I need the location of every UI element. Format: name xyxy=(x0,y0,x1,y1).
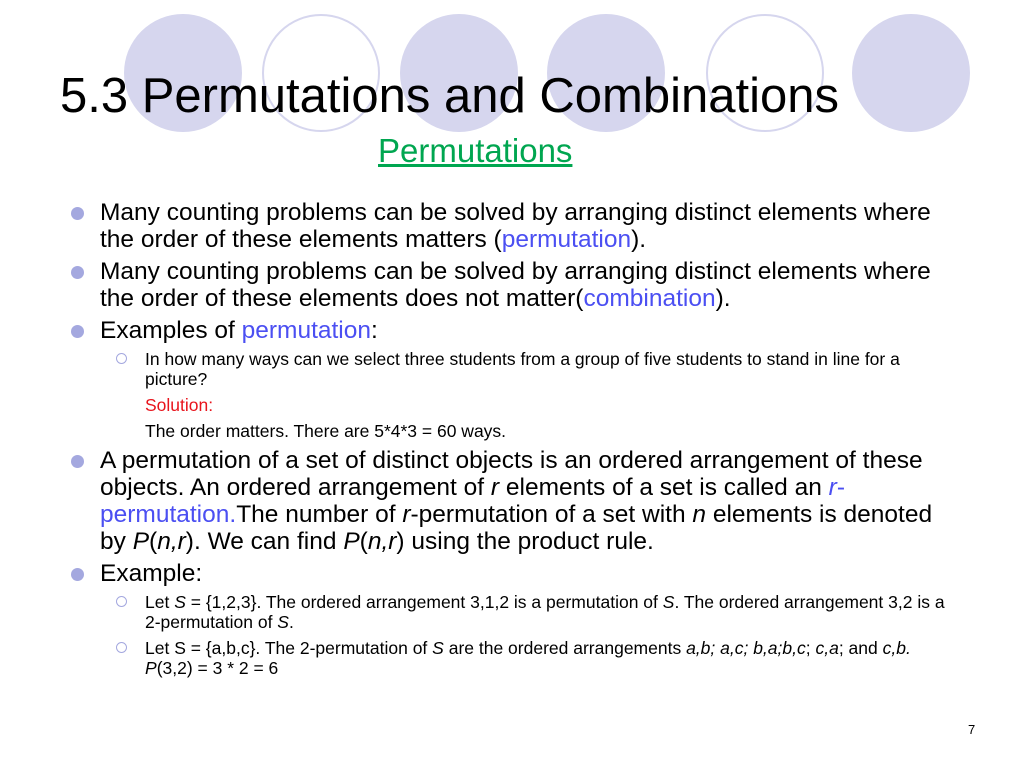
bullet-dot-icon xyxy=(71,325,84,338)
sub-bullet-example-2: Let S = {a,b,c}. The 2-permutation of S are the ordered arrangements a,b; a,c; b,a;b,c; c,a; and c,b. P(3,2) = 3 * 2 = 6 xyxy=(70,638,960,678)
slide-subtitle: Permutations xyxy=(378,132,573,169)
bullet-combination-definition: Many counting problems can be solved by arranging distinct elements where the order of these elements does not matter(combination). xyxy=(70,258,960,312)
bullet-dot-icon xyxy=(71,207,84,220)
sub-bullet-example-1: Let S = {1,2,3}. The ordered arrangement 3,1,2 is a permutation of S. The ordered arrangement 3,2 is a 2-permutation of S. xyxy=(70,592,960,632)
bullet-examples-heading: Examples of permutation: xyxy=(70,317,960,344)
bullet-dot-icon xyxy=(71,568,84,581)
slide-title: 5.3 Permutations and Combinations xyxy=(60,69,839,123)
bullet-ring-icon xyxy=(116,642,127,653)
bullet-dot-icon xyxy=(71,266,84,279)
bullet-dot-icon xyxy=(71,455,84,468)
bullet-ring-icon xyxy=(116,353,127,364)
bullet-ring-icon xyxy=(116,596,127,607)
sub-bullet-question: In how many ways can we select three students from a group of five students to stand in line for a picture? xyxy=(70,349,960,389)
slide-content xyxy=(70,199,960,684)
decor-circle-4 xyxy=(852,14,970,132)
bullet-r-permutation: A permutation of a set of distinct objects is an ordered arrangement of these objects. An ordered arrangement of r elements of a set is called an r-permutation.The number of r-permutation of a set with n elements is denoted by P(n,r). We can find P(n,r) using the product rule. xyxy=(70,447,960,555)
bullet-example-heading: Example: xyxy=(70,560,960,587)
solution-answer: The order matters. There are 5*4*3 = 60 ways. xyxy=(145,421,507,441)
page-number: 7 xyxy=(968,722,976,737)
solution-label: Solution: xyxy=(145,395,214,415)
bullet-permutation-definition: Many counting problems can be solved by arranging distinct elements where the order of these elements matters (permutation). xyxy=(70,199,960,253)
